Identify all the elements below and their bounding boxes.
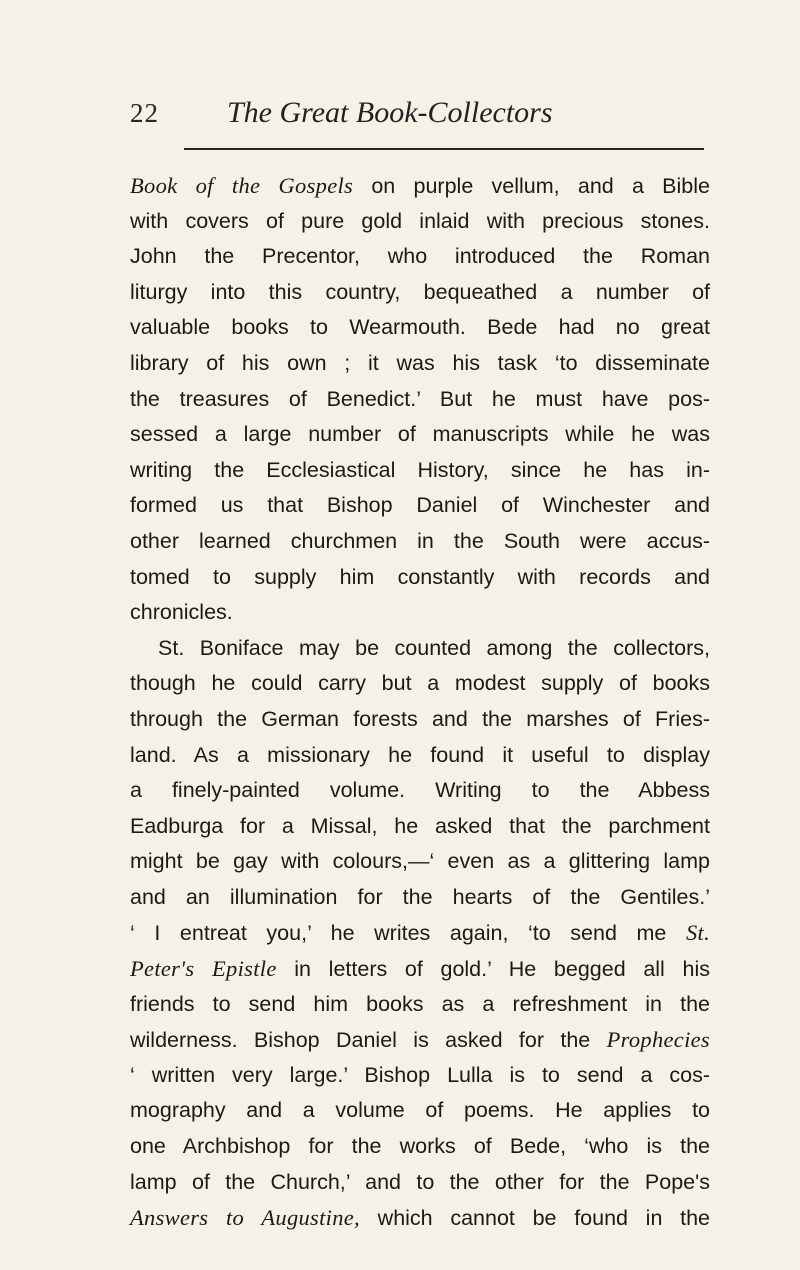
line-text: liturgy into this country, bequeathed a number of bbox=[130, 279, 710, 304]
line-text: lamp of the Church,’ and to the other for the Pope's bbox=[130, 1169, 710, 1194]
text-line bbox=[130, 417, 710, 453]
line-text: a finely-painted volume. Writing to the Abbess bbox=[130, 778, 710, 803]
text-line bbox=[130, 168, 710, 204]
line-text: which cannot be found in the bbox=[359, 1206, 711, 1231]
line-text: one Archbishop for the works of Bede, ‘who is the bbox=[130, 1134, 710, 1159]
text-line bbox=[130, 382, 710, 418]
body-text bbox=[130, 168, 710, 1236]
line-text: John the Precentor, who introduced the Roman bbox=[130, 244, 710, 269]
line-text: and an illumination for the hearts of the Gentiles.’ bbox=[130, 884, 710, 909]
text-line bbox=[130, 1200, 710, 1236]
line-text: with covers of pure gold inlaid with precious stones. bbox=[130, 208, 710, 233]
text-line bbox=[130, 310, 710, 346]
italic-title-text: Peter's Epistle bbox=[130, 956, 277, 982]
line-text: though he could carry but a modest supply of books bbox=[130, 671, 710, 696]
header-rule bbox=[184, 148, 704, 150]
text-line bbox=[130, 1022, 710, 1058]
text-line bbox=[130, 1165, 710, 1201]
text-line bbox=[130, 702, 710, 738]
text-line bbox=[130, 844, 710, 880]
line-text: other learned churchmen in the South were accus- bbox=[130, 528, 710, 553]
text-line bbox=[130, 453, 710, 489]
line-text: might be gay with colours,—‘ even as a glittering lamp bbox=[130, 849, 710, 874]
text-line bbox=[130, 595, 710, 631]
line-text: chronicles. bbox=[130, 600, 233, 625]
text-line bbox=[130, 773, 710, 809]
italic-title-text: Answers to Augustine, bbox=[130, 1205, 360, 1231]
italic-title-text: Book of the Gospels bbox=[130, 173, 354, 198]
line-text: Eadburga for a Missal, he asked that the parchment bbox=[130, 813, 710, 838]
text-line bbox=[130, 1129, 710, 1165]
text-line bbox=[130, 738, 710, 774]
text-line bbox=[130, 1058, 710, 1094]
running-head bbox=[130, 96, 710, 136]
line-text: mography and a volume of poems. He applies to bbox=[130, 1098, 710, 1123]
line-text: land. As a missionary he found it useful to display bbox=[130, 742, 710, 767]
text-line bbox=[130, 1093, 710, 1129]
line-text: St. Boniface may be counted among the collectors, bbox=[158, 635, 710, 660]
line-text: through the German forests and the marshes of Fries- bbox=[130, 706, 710, 731]
text-line bbox=[130, 524, 710, 560]
text-line bbox=[130, 560, 710, 596]
text-line bbox=[130, 666, 710, 702]
text-line bbox=[130, 204, 710, 240]
page-number: 22 bbox=[130, 98, 159, 128]
line-text: in letters of gold.’ He begged all his bbox=[276, 957, 710, 982]
line-text: library of his own ; it was his task ‘to disseminate bbox=[130, 350, 710, 375]
text-line bbox=[130, 915, 710, 951]
text-line bbox=[130, 631, 710, 667]
line-text: the treasures of Benedict.’ But he must have pos- bbox=[130, 386, 710, 411]
text-line bbox=[130, 239, 710, 275]
text-line bbox=[130, 346, 710, 382]
line-text: tomed to supply him constantly with records and bbox=[130, 564, 710, 589]
text-line bbox=[130, 275, 710, 311]
line-text: formed us that Bishop Daniel of Winchester and bbox=[130, 493, 710, 518]
text-line bbox=[130, 488, 710, 524]
text-line bbox=[130, 987, 710, 1023]
line-text: writing the Ecclesiastical History, since he has in- bbox=[130, 457, 710, 482]
text-line bbox=[130, 951, 710, 987]
running-title: The Great Book-Collectors bbox=[227, 96, 553, 129]
italic-title-text: St. bbox=[685, 920, 710, 946]
line-text: ‘ written very large.’ Bishop Lulla is to send a cos- bbox=[130, 1062, 710, 1087]
line-text: ‘ I entreat you,’ he writes again, ‘to send me bbox=[130, 921, 686, 946]
text-line bbox=[130, 880, 710, 916]
line-text: wilderness. Bishop Daniel is asked for the bbox=[130, 1028, 607, 1053]
italic-title-text: Prophecies bbox=[606, 1027, 710, 1053]
line-text: valuable books to Wearmouth. Bede had no great bbox=[130, 315, 710, 340]
line-text: on purple vellum, and a Bible bbox=[353, 174, 710, 198]
line-text: friends to send him books as a refreshment in the bbox=[130, 991, 710, 1016]
text-line bbox=[130, 809, 710, 845]
line-text: sessed a large number of manuscripts while he was bbox=[130, 422, 710, 447]
